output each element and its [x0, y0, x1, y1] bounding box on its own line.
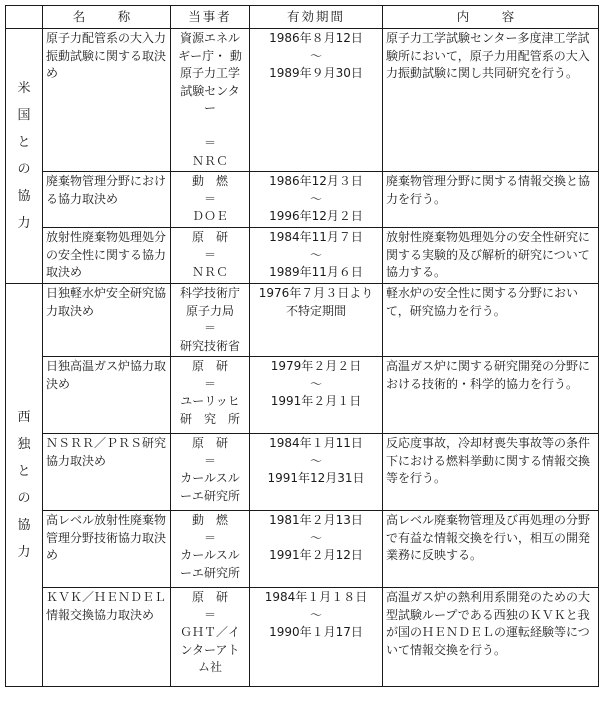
period-line: 1996年12月２日	[269, 209, 363, 223]
party-line: ＝	[203, 530, 216, 545]
table-row	[6, 588, 599, 687]
party-line: 研 究 所	[179, 411, 240, 426]
header-name: 名 称	[43, 6, 171, 29]
period-line: 1981年２月13日	[269, 513, 363, 527]
party-line: 研究技術省	[179, 338, 240, 353]
party-line: カールスル	[180, 471, 240, 485]
party-line: 動 燃	[191, 174, 228, 188]
party-line: ＤＯＥ	[191, 209, 228, 223]
cell-content: 高温ガス炉に関する研究開発の分野における技術的・科学的協力を行う。	[383, 357, 599, 434]
party-line: ＝	[203, 453, 216, 468]
party-line: 原子力局	[185, 303, 234, 318]
cell-period	[250, 29, 383, 172]
party-line: 原子力工学	[179, 66, 240, 80]
party-line: 原 研	[191, 436, 228, 450]
period-line: 1991年12月31日	[267, 471, 365, 485]
cell-party	[171, 172, 250, 228]
period-line: 〜	[309, 453, 322, 468]
cell-name: 日独軽水炉安全研究協力取決め	[43, 284, 171, 357]
cell-party	[171, 29, 250, 172]
period-line: 〜	[309, 191, 322, 206]
cell-name: 放射性廃棄物処理処分の安全性に関する協力取決め	[43, 228, 171, 284]
period-line: 1984年11月７日	[269, 230, 363, 244]
group-label-char: の	[17, 162, 31, 177]
period-line: 1984年１月11日	[269, 436, 363, 450]
cell-name: ＮＳＲＲ／ＰＲＳ研究協力取決め	[43, 434, 171, 511]
party-line: ＝	[203, 321, 216, 335]
cell-period	[250, 228, 383, 284]
party-line: ギー庁・ 動	[178, 48, 242, 63]
cell-content: 放射性廃棄物処理処分の安全性研究に関する実験的及び解析的研究について協力する。	[383, 228, 599, 284]
period-line: 1986年８月12日	[269, 31, 363, 45]
cell-content: 軽水炉の安全性に関する分野において，研究協力を行う。	[383, 284, 599, 357]
cell-party	[171, 357, 250, 434]
cell-content: 廃棄物管理分野に関する情報交換と協力を行う。	[383, 172, 599, 228]
table-row	[6, 29, 599, 172]
group-label-char: 力	[17, 216, 31, 231]
cell-party	[171, 284, 250, 357]
party-line: 資源エネル	[179, 31, 240, 45]
party-line: ム社	[197, 660, 222, 674]
cell-name: ＫＶＫ／ＨＥＮＤＥＬ情報交換協力取決め	[43, 588, 171, 687]
table-row	[6, 172, 599, 228]
group-label-char: と	[17, 135, 31, 150]
group-label	[6, 284, 43, 687]
group-label	[6, 29, 43, 284]
group-header	[6, 6, 43, 29]
period-line: 1991年２月12日	[269, 548, 363, 562]
group-label-char: 協	[17, 189, 31, 204]
period-line: 1989年９月30日	[269, 66, 363, 80]
cell-period	[250, 588, 383, 687]
party-line: ＧＨＴ／イ	[179, 625, 240, 639]
cell-period	[250, 357, 383, 434]
period-line: 〜	[309, 376, 322, 391]
party-line: ーエ研究所	[179, 565, 240, 580]
group-label-char: 独	[17, 437, 31, 452]
party-line: 試験センタ	[180, 83, 240, 98]
party-line: 原 研	[191, 590, 228, 604]
party-line: ＝	[203, 191, 216, 206]
cell-content: 原子力工学試験センター多度津工学試験所において，原子力用配管系の大入力振動試験に関し共同研究を行う。	[383, 29, 599, 172]
group-label-char: 西	[17, 410, 31, 425]
cell-name: 原子力配管系の大入力振動試験に関する取決め	[43, 29, 171, 172]
cell-name: 高レベル放射性廃棄物管理分野技術協力取決め	[43, 511, 171, 588]
cell-period	[250, 284, 383, 357]
period-line: 1986年12月３日	[269, 174, 363, 188]
party-line: ＝	[203, 376, 216, 391]
party-line: ユーリッヒ	[180, 394, 240, 408]
period-line: 1979年２月２日	[270, 359, 362, 373]
period-line: 〜	[309, 530, 322, 545]
group-label-char: 協	[17, 518, 31, 533]
party-line: カールスル	[180, 548, 240, 562]
table-row	[6, 357, 599, 434]
header-row	[6, 6, 599, 29]
cell-name: 廃棄物管理分野における協力取決め	[43, 172, 171, 228]
party-line: ＝	[203, 607, 216, 622]
party-line: ーエ研究所	[179, 488, 240, 503]
cell-party	[171, 228, 250, 284]
party-line: ＮＲＣ	[191, 153, 228, 168]
period-line: 〜	[309, 48, 322, 63]
group-label-char: と	[17, 464, 31, 479]
cell-period	[250, 434, 383, 511]
party-line: 原 研	[191, 230, 228, 244]
party-line: 原 研	[191, 359, 228, 373]
cell-period	[250, 511, 383, 588]
cell-content: 高温ガス炉の熱利用系開発のための大型試験ループである西独のＫＶＫと我が国のＨＥＮＤＥＬの運転経験等について情報交換を行う。	[383, 588, 599, 687]
party-line: 科学技術庁	[179, 286, 240, 300]
cell-content: 反応度事故，冷却材喪失事故等の条件下における燃料挙動に関する情報交換等を行う。	[383, 434, 599, 511]
period-line: 1990年１月17日	[269, 625, 363, 639]
cell-content: 高レベル廃棄物管理及び再処理の分野で有益な情報交換を行い，相互の開発業務に反映する。	[383, 511, 599, 588]
table-row	[6, 284, 599, 357]
party-line: ＝	[203, 136, 216, 150]
cell-party	[171, 588, 250, 687]
header-period: 有効期間	[250, 6, 383, 29]
period-line: 1976年７月３日より	[258, 286, 374, 300]
period-line: 1984年１月１８日	[264, 590, 368, 604]
table-row	[6, 228, 599, 284]
party-line: ー	[203, 101, 216, 115]
period-line: 1991年２月１日	[270, 394, 362, 408]
header-party: 当事者	[171, 6, 250, 29]
group-label-char: 米	[17, 81, 31, 96]
party-line: ＝	[203, 247, 216, 262]
party-line: ＮＲＣ	[191, 265, 228, 279]
party-line: 動 燃	[191, 513, 228, 527]
cell-name: 日独高温ガス炉協力取決め	[43, 357, 171, 434]
party-line	[174, 118, 246, 136]
table-row	[6, 434, 599, 511]
cell-party	[171, 511, 250, 588]
group-label-char: 力	[17, 545, 31, 560]
cooperation-table	[5, 5, 599, 687]
period-line: 不特定期間	[285, 303, 346, 318]
table-row	[6, 511, 599, 588]
period-line: 1989年11月６日	[269, 265, 363, 279]
party-line: ンターアト	[180, 642, 240, 657]
period-line: 〜	[309, 247, 322, 262]
period-line: 〜	[309, 607, 322, 622]
group-label-char: の	[17, 491, 31, 506]
header-content: 内 容	[383, 6, 599, 29]
cell-period	[250, 172, 383, 228]
cell-party	[171, 434, 250, 511]
group-label-char: 国	[17, 108, 31, 123]
